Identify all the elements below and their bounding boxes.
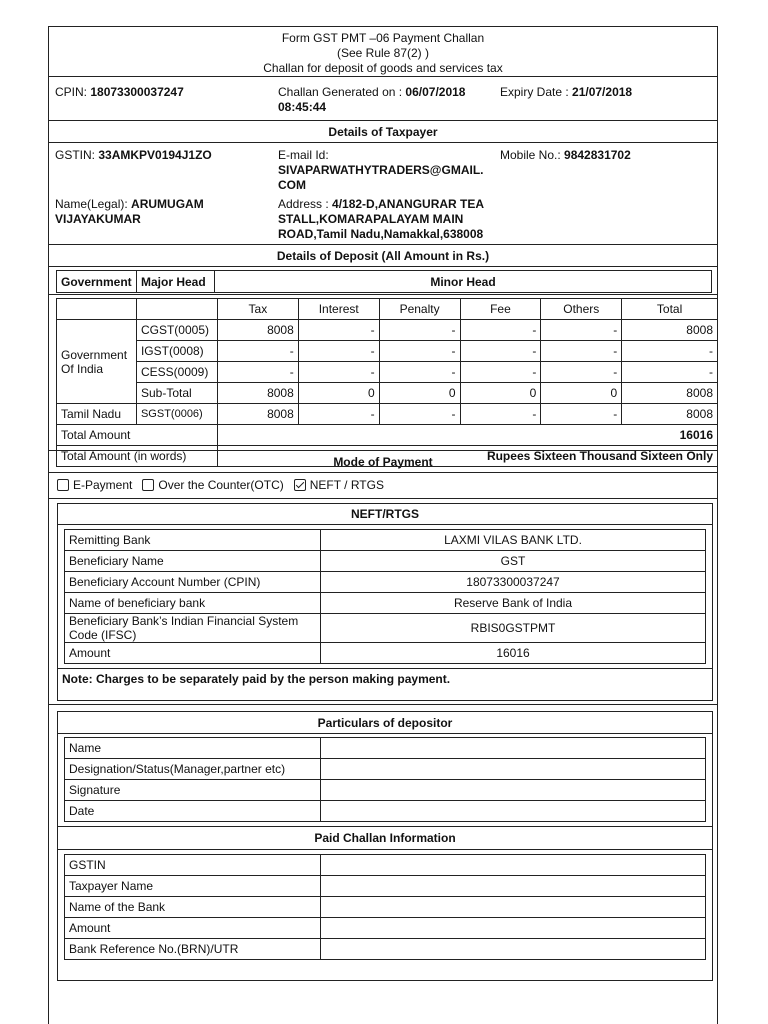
mobile-field: Mobile No.: 9842831702	[500, 148, 631, 162]
row-label: Amount	[65, 643, 321, 664]
value-others-cell: -	[541, 320, 622, 341]
row-value: LAXMI VILAS BANK LTD.	[321, 530, 706, 551]
email-field: E-mail Id: SIVAPARWATHYTRADERS@GMAIL. COM	[278, 148, 484, 192]
col-fee: Fee	[460, 299, 541, 320]
row-label: Remitting Bank	[65, 530, 321, 551]
row-label: Signature	[65, 780, 321, 801]
col-total: Total	[622, 299, 718, 320]
generated-date: 06/07/2018	[405, 85, 466, 99]
row-label: Beneficiary Name	[65, 551, 321, 572]
deposit-row	[57, 383, 718, 404]
col-interest: Interest	[298, 299, 379, 320]
deposit-row	[57, 362, 718, 383]
value-fee-cell: -	[460, 362, 541, 383]
table-row	[65, 593, 706, 614]
payment-option-neft-rtgs[interactable]	[294, 478, 384, 492]
legal-name-value: ARUMUGAM	[131, 197, 204, 211]
mobile-value: 9842831702	[564, 148, 631, 162]
row-label: Name of beneficiary bank	[65, 593, 321, 614]
major-head-cell: Sub-Total	[136, 383, 217, 404]
row-value: RBIS0GSTPMT	[321, 614, 706, 643]
value-fee-cell: -	[460, 320, 541, 341]
major-head-cell: CESS(0009)	[136, 362, 217, 383]
payment-option-label: NEFT / RTGS	[309, 478, 384, 492]
value-interest-cell: 0	[298, 383, 379, 404]
value-tax-cell: -	[217, 341, 298, 362]
depositor-box	[57, 711, 713, 981]
row-value	[321, 918, 706, 939]
cpin-value: 18073300037247	[90, 85, 184, 99]
table-row	[65, 572, 706, 593]
table-row	[65, 876, 706, 897]
head-row	[49, 267, 717, 295]
gstin-field: GSTIN: 33AMKPV0194J1ZO	[55, 148, 212, 162]
row-value: 18073300037247	[321, 572, 706, 593]
address-field: Address : 4/182-D,ANANGURAR TEA STALL,KOMARAPALAYAM MAIN ROAD,Tamil Nadu,Namakkal,638008	[278, 197, 485, 241]
neft-section	[49, 499, 717, 705]
table-row	[65, 643, 706, 664]
payment-option-label: E-Payment	[73, 478, 133, 492]
value-others-cell: 0	[541, 383, 622, 404]
col-penalty: Penalty	[379, 299, 460, 320]
taxpayer-details	[49, 143, 717, 245]
gstin-value: 33AMKPV0194J1ZO	[98, 148, 212, 162]
value-penalty-cell: -	[379, 362, 460, 383]
email-value: SIVAPARWATHYTRADERS@GMAIL.	[278, 163, 484, 177]
col-others: Others	[541, 299, 622, 320]
value-penalty-cell: 0	[379, 383, 460, 404]
row-value	[321, 780, 706, 801]
form-rule: (See Rule 87(2) )	[336, 46, 430, 60]
table-row	[65, 939, 706, 960]
head-table	[56, 270, 712, 293]
major-head-cell: SGST(0006)	[136, 404, 217, 425]
value-fee-cell: 0	[460, 383, 541, 404]
row-value	[321, 738, 706, 759]
value-tax-cell: 8008	[217, 404, 298, 425]
row-label: Name	[65, 738, 321, 759]
head-major: Major Head	[137, 271, 215, 293]
deposit-row-sgst	[57, 404, 718, 425]
value-total-cell: -	[622, 362, 718, 383]
value-total-cell: 8008	[622, 383, 718, 404]
value-interest-cell: -	[298, 404, 379, 425]
row-value	[321, 855, 706, 876]
legal-name-field: Name(Legal): ARUMUGAM VIJAYAKUMAR	[55, 197, 204, 226]
paid-table	[64, 854, 706, 960]
value-others-cell: -	[541, 362, 622, 383]
head-government: Government	[57, 271, 137, 293]
value-total-cell: 8008	[622, 320, 718, 341]
charges-note: Note: Charges to be separately paid by the person making payment.	[58, 668, 712, 690]
depositor-title: Particulars of depositor	[58, 712, 712, 734]
gov-india-cell: Government Of India	[57, 320, 137, 404]
deposit-row	[57, 341, 718, 362]
expiry-date: 21/07/2018	[572, 85, 633, 99]
form-title: Form GST PMT –06 Payment Challan	[281, 31, 485, 45]
row-value: GST	[321, 551, 706, 572]
row-label: Beneficiary Account Number (CPIN)	[65, 572, 321, 593]
deposit-header-row	[57, 299, 718, 320]
value-others-cell: -	[541, 341, 622, 362]
major-head-cell: IGST(0008)	[136, 341, 217, 362]
row-label: Date	[65, 801, 321, 822]
total-amount-value: 16016	[217, 425, 717, 446]
row-label: Bank Reference No.(BRN)/UTR	[65, 939, 321, 960]
value-penalty-cell: -	[379, 341, 460, 362]
row-label: Amount	[65, 918, 321, 939]
deposit-row	[57, 320, 718, 341]
value-tax-cell: 8008	[217, 383, 298, 404]
total-amount-row	[57, 425, 718, 446]
row-label: GSTIN	[65, 855, 321, 876]
paid-title: Paid Challan Information	[58, 826, 712, 850]
table-row	[65, 855, 706, 876]
deposit-section-title: Details of Deposit (All Amount in Rs.)	[49, 245, 717, 267]
value-fee-cell: -	[460, 404, 541, 425]
total-amount-label: Total Amount	[57, 425, 218, 446]
payment-mode-options	[49, 473, 717, 499]
value-interest-cell: -	[298, 341, 379, 362]
neft-table	[64, 529, 706, 664]
row-label: Beneficiary Bank’s Indian Financial System Code (IFSC)	[65, 614, 321, 643]
value-total-cell: -	[622, 341, 718, 362]
cpin-row	[49, 77, 717, 121]
depositor-table	[64, 737, 706, 822]
table-row	[65, 918, 706, 939]
table-row	[65, 530, 706, 551]
form-subtitle: Challan for deposit of goods and services tax	[263, 61, 503, 75]
table-row	[65, 614, 706, 643]
payment-option-otc[interactable]	[142, 478, 283, 492]
total-words-value: Rupees Sixteen Thousand Sixteen Only	[217, 446, 717, 467]
row-label: Designation/Status(Manager,partner etc)	[65, 759, 321, 780]
total-words-row	[57, 446, 718, 467]
col-tax: Tax	[217, 299, 298, 320]
table-row	[65, 897, 706, 918]
table-row	[65, 551, 706, 572]
taxpayer-section-title: Details of Taxpayer	[49, 121, 717, 143]
expiry-field: Expiry Date : 21/07/2018	[500, 85, 633, 99]
row-value	[321, 897, 706, 918]
payment-mode-title: Mode of Payment	[49, 451, 717, 473]
generated-time: 08:45:44	[278, 100, 327, 114]
value-interest-cell: -	[298, 362, 379, 383]
row-label: Taxpayer Name	[65, 876, 321, 897]
neft-title: NEFT/RTGS	[58, 504, 712, 525]
value-fee-cell: -	[460, 341, 541, 362]
address-value: 4/182-D,ANANGURAR TEA	[332, 197, 485, 211]
table-row	[65, 738, 706, 759]
row-value	[321, 939, 706, 960]
row-value: Reserve Bank of India	[321, 593, 706, 614]
row-value	[321, 801, 706, 822]
neft-box	[57, 503, 713, 701]
value-tax-cell: -	[217, 362, 298, 383]
head-minor: Minor Head	[215, 271, 712, 293]
row-value: 16016	[321, 643, 706, 664]
row-value	[321, 759, 706, 780]
major-head-cell: CGST(0005)	[136, 320, 217, 341]
table-row	[65, 801, 706, 822]
checkbox-icon[interactable]	[142, 479, 154, 491]
value-others-cell: -	[541, 404, 622, 425]
total-words-label: Total Amount (in words)	[57, 446, 218, 467]
deposit-table	[56, 298, 718, 467]
value-interest-cell: -	[298, 320, 379, 341]
value-penalty-cell: -	[379, 320, 460, 341]
table-row	[65, 759, 706, 780]
value-total-cell: 8008	[622, 404, 718, 425]
form-header	[49, 27, 717, 77]
cpin-field: CPIN: 18073300037247	[55, 85, 184, 99]
challan-form	[48, 26, 718, 1024]
value-penalty-cell: -	[379, 404, 460, 425]
row-value	[321, 876, 706, 897]
table-row	[65, 780, 706, 801]
state-cell: Tamil Nadu	[57, 404, 137, 425]
payment-option-label: Over the Counter(OTC)	[158, 478, 284, 492]
row-label: Name of the Bank	[65, 897, 321, 918]
depositor-section	[49, 705, 717, 981]
checkbox-icon[interactable]	[294, 479, 306, 491]
payment-option-e-payment[interactable]	[57, 478, 132, 492]
value-tax-cell: 8008	[217, 320, 298, 341]
checkbox-icon[interactable]	[57, 479, 69, 491]
generated-field: Challan Generated on : 06/07/2018 08:45:44	[278, 85, 466, 114]
